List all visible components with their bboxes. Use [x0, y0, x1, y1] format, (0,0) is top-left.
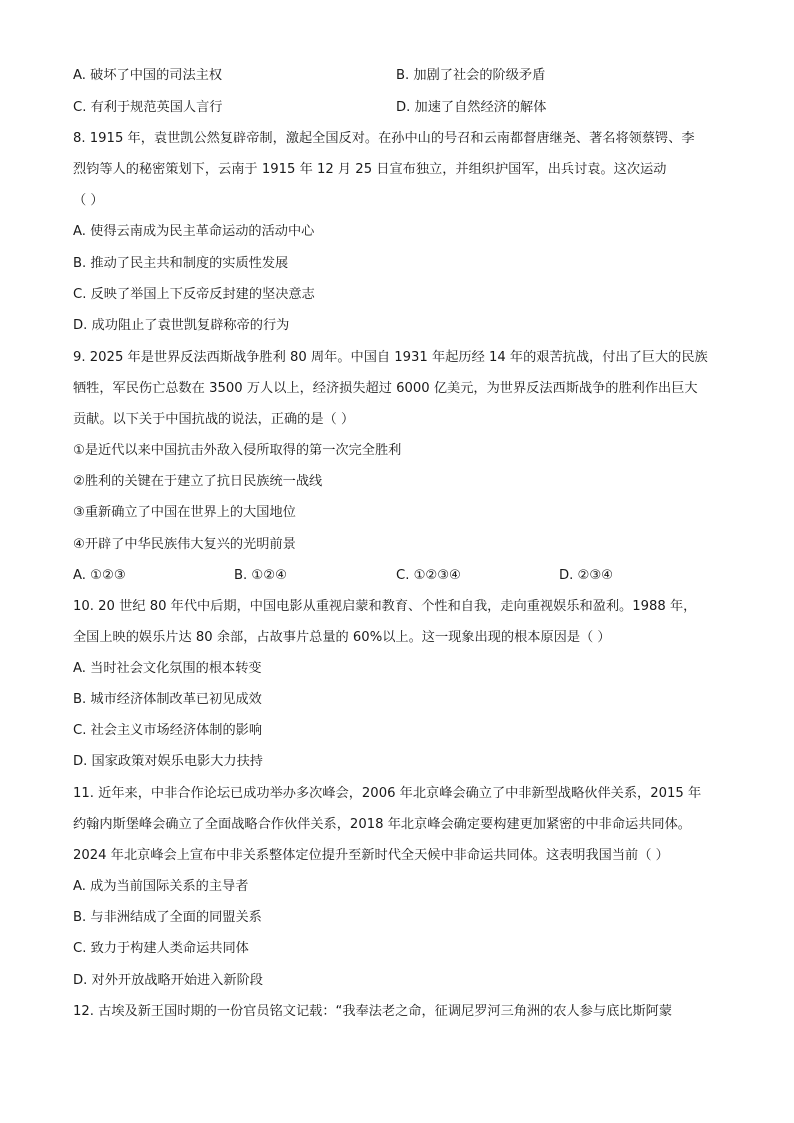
q10-option-d: D. 国家政策对娱乐电影大力扶持	[73, 754, 263, 769]
q12-stem-line-1: 12. 古埃及新王国时期的一份官员铭文记载：“我奉法老之命，征调尼罗河三角洲的农人参与底比斯阿蒙	[73, 1004, 673, 1019]
q8-stem-line-1: 8. 1915 年，袁世凯公然复辟帝制，激起全国反对。在孙中山的号召和云南都督唐继尧、著名将领蔡锷、李	[73, 131, 695, 146]
q7-option-a: A. 破坏了中国的司法主权	[73, 68, 223, 83]
q10-option-c: C. 社会主义市场经济体制的影响	[73, 723, 263, 738]
q8-option-b: B. 推动了民主共和制度的实质性发展	[73, 256, 289, 271]
q9-statement-3: ③重新确立了中国在世界上的大国地位	[73, 505, 296, 520]
q9-option-b: B. ①②④	[234, 568, 287, 583]
q7-option-d: D. 加速了自然经济的解体	[396, 100, 547, 115]
q7-options-row-1	[73, 67, 733, 85]
q11-option-b: B. 与非洲结成了全面的同盟关系	[73, 910, 262, 925]
q9-option-c: C. ①②③④	[396, 568, 461, 583]
q8-option-d: D. 成功阻止了袁世凯复辟称帝的行为	[73, 318, 290, 333]
q9-option-a: A. ①②③	[73, 568, 126, 583]
q11-stem-line-2: 约翰内斯堡峰会确立了全面战略合作伙伴关系，2018 年北京峰会确定要构建更加紧密的中非命运共同体。	[73, 817, 691, 832]
q8-stem-line-2: 烈钧等人的秘密策划下，云南于 1915 年 12 月 25 日宣布独立，并组织护国军，出兵讨袁。这次运动	[73, 162, 667, 177]
q7-options-row-2	[73, 99, 733, 117]
q7-option-c: C. 有利于规范英国人言行	[73, 100, 223, 115]
q8-stem-line-3: （ ）	[73, 193, 104, 208]
q9-options-row	[73, 567, 733, 585]
q8-option-c: C. 反映了举国上下反帝反封建的坚决意志	[73, 287, 315, 302]
q10-stem-line-1: 10. 20 世纪 80 年代中后期，中国电影从重视启蒙和教育、个性和自我，走向重视娱乐和盈利。1988 年，	[73, 599, 697, 614]
q10-option-b: B. 城市经济体制改革已初见成效	[73, 692, 262, 707]
q9-stem-line-3: 贡献。以下关于中国抗战的说法，正确的是（ ）	[73, 412, 355, 427]
q11-option-a: A. 成为当前国际关系的主导者	[73, 879, 249, 894]
q11-stem-line-3: 2024 年北京峰会上宣布中非关系整体定位提升至新时代全天候中非命运共同体。这表明我国当前（ ）	[73, 848, 669, 863]
q11-stem-line-1: 11. 近年来，中非合作论坛已成功举办多次峰会，2006 年北京峰会确立了中非新型战略伙伴关系，2015 年	[73, 786, 702, 801]
q9-statement-2: ②胜利的关键在于建立了抗日民族统一战线	[73, 474, 323, 489]
q9-statement-1: ①是近代以来中国抗击外敌入侵所取得的第一次完全胜利	[73, 443, 402, 458]
q9-stem-line-1: 9. 2025 年是世界反法西斯战争胜利 80 周年。中国自 1931 年起历经 14 年的艰苦抗战，付出了巨大的民族	[73, 350, 708, 365]
q7-option-b: B. 加剧了社会的阶级矛盾	[396, 68, 546, 83]
q10-option-a: A. 当时社会文化氛围的根本转变	[73, 661, 262, 676]
q9-statement-4: ④开辟了中华民族伟大复兴的光明前景	[73, 537, 296, 552]
q11-option-d: D. 对外开放战略开始进入新阶段	[73, 973, 263, 988]
q11-option-c: C. 致力于构建人类命运共同体	[73, 941, 249, 956]
q10-stem-line-2: 全国上映的娱乐片达 80 余部，占故事片总量的 60%以上。这一现象出现的根本原因是（ ）	[73, 630, 611, 645]
q8-option-a: A. 使得云南成为民主革命运动的活动中心	[73, 224, 315, 239]
q9-stem-line-2: 牺牲，军民伤亡总数在 3500 万人以上，经济损失超过 6000 亿美元，为世界反法西斯战争的胜利作出巨大	[73, 381, 698, 396]
q9-option-d: D. ②③④	[559, 568, 614, 583]
